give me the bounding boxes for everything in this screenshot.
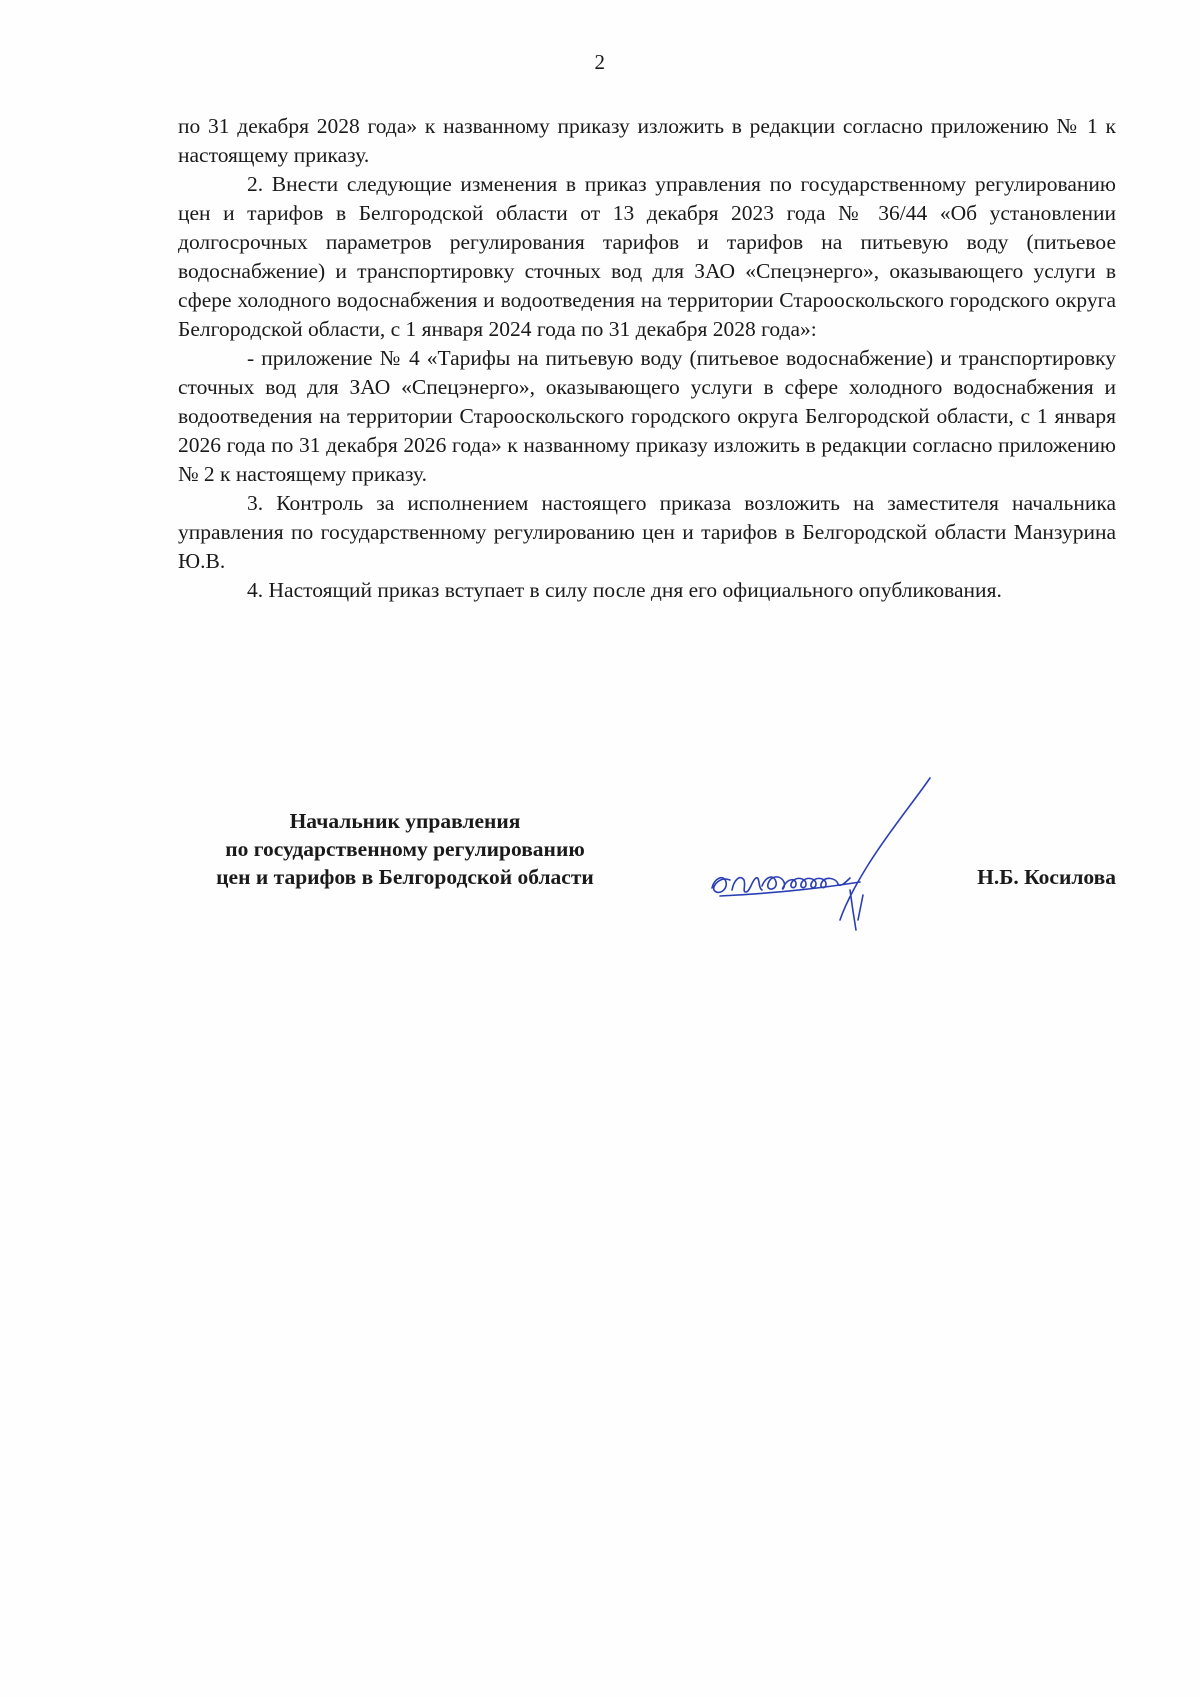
paragraph-item-2: 2. Внести следующие изменения в приказ управления по государственному регулированию цен и тарифов в Белгородской области от 13 декабря 2023 года № 36/44 «Об установлении долгосрочных параметров регулирования тарифов и тарифов на питьевую воду (питьевое водоснабжение) и транспортировку сточных вод для ЗАО «Спецэнерго», оказывающего услуги в сфере холодного водоснабжения и водоотведения на территории Старооскольского городского округа Белгородской области, с 1 января 2024 года по 31 декабря 2028 года»: <box>178 172 1116 341</box>
page-number: 2 <box>594 50 606 74</box>
paragraph-appendix-4: - приложение № 4 «Тарифы на питьевую воду (питьевое водоснабжение) и транспортировку сточных вод для ЗАО «Спецэнерго», оказывающего услуги в сфере холодного водоснабжения и водоотведения на территории Старооскольского городского округа Белгородской области, с 1 января 2026 года по 31 декабря 2026 года» к названному приказу изложить в редакции согласно приложению № 2 к настоящему приказу. <box>178 346 1116 486</box>
signatory-title-line: цен и тарифов в Белгородской области <box>216 865 594 889</box>
paragraph-item-3: 3. Контроль за исполнением настоящего приказа возложить на заместителя начальника управления по государственному регулированию цен и тарифов в Белгородской области Манзурина Ю.В. <box>178 491 1116 573</box>
paragraph-item-4: 4. Настоящий приказ вступает в силу после дня его официального опубликования. <box>247 578 1002 602</box>
signatory-name: Н.Б. Косилова <box>977 865 1116 889</box>
signatory-title-line: Начальник управления <box>289 809 521 833</box>
signatory-title <box>175 807 635 891</box>
document-body <box>178 112 1116 605</box>
handwritten-signature <box>700 770 1020 940</box>
signatory-title-line: по государственному регулированию <box>225 837 585 861</box>
paragraph-continuation: по 31 декабря 2028 года» к названному приказу изложить в редакции согласно приложению № 1 к настоящему приказу. <box>178 114 1116 167</box>
